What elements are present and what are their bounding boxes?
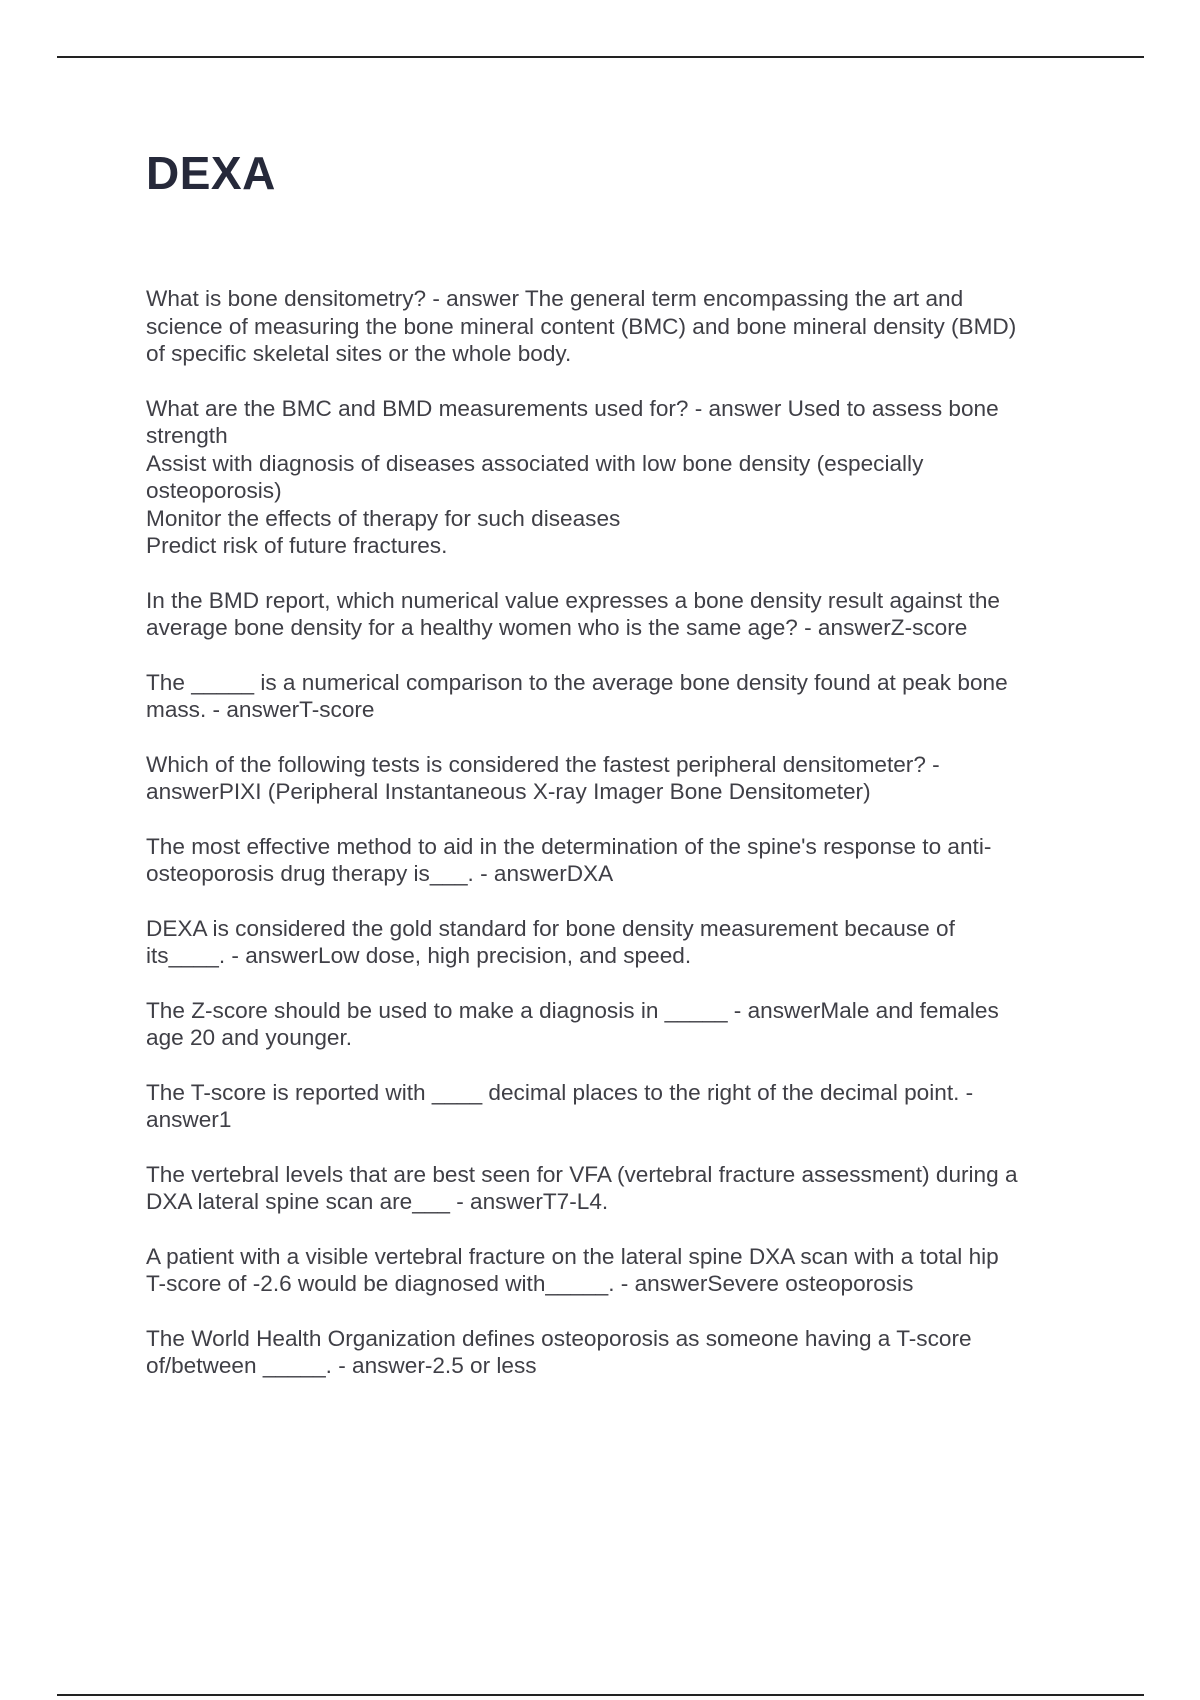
qa-line: What is bone densitometry? - answer The general term encompassing the art and: [146, 286, 964, 311]
qa-item: [146, 1325, 1086, 1380]
qa-line: The Z-score should be used to make a diagnosis in _____ - answerMale and females: [146, 997, 999, 1023]
qa-item: [146, 1243, 1086, 1298]
qa-line: The most effective method to aid in the determination of the spine's response to anti-: [146, 833, 992, 859]
qa-line: osteoporosis drug therapy is___. - answerDXA: [146, 861, 614, 886]
qa-item: [146, 997, 1086, 1052]
qa-line: In the BMD report, which numerical value expresses a bone density result against the: [146, 587, 1000, 613]
bottom-rule: [57, 1694, 1144, 1696]
qa-line: DEXA is considered the gold standard for bone density measurement because of: [146, 915, 955, 941]
qa-item: [146, 587, 1086, 642]
qa-line: The World Health Organization defines osteoporosis as someone having a T-score: [146, 1325, 972, 1351]
qa-line: strength: [146, 423, 228, 448]
qa-line: A patient with a visible vertebral fracture on the lateral spine DXA scan with a total hip: [146, 1243, 999, 1269]
qa-line: Monitor the effects of therapy for such diseases: [146, 505, 621, 531]
qa-line: average bone density for a healthy women who is the same age? - answerZ-score: [146, 615, 968, 640]
qa-line: of specific skeletal sites or the whole body.: [146, 341, 572, 366]
qa-item: [146, 669, 1086, 724]
qa-line: The vertebral levels that are best seen for VFA (vertebral fracture assessment) during a: [146, 1161, 1018, 1187]
qa-item: [146, 395, 1086, 560]
qa-item: [146, 915, 1086, 970]
qa-line: its____. - answerLow dose, high precision, and speed.: [146, 943, 692, 968]
qa-item: [146, 833, 1086, 888]
qa-line: The _____ is a numerical comparison to the average bone density found at peak bone: [146, 669, 1008, 695]
qa-line: What are the BMC and BMD measurements used for? - answer Used to assess bone: [146, 395, 999, 421]
qa-line: Assist with diagnosis of diseases associated with low bone density (especially: [146, 450, 924, 476]
qa-line: of/between _____. - answer-2.5 or less: [146, 1353, 537, 1378]
qa-item: [146, 751, 1086, 806]
qa-line: mass. - answerT-score: [146, 697, 375, 722]
qa-item: [146, 285, 1086, 368]
qa-line: answer1: [146, 1107, 232, 1132]
flashcard-list: [146, 285, 1086, 1407]
qa-line: osteoporosis): [146, 478, 282, 503]
qa-item: [146, 1161, 1086, 1216]
qa-line: DXA lateral spine scan are___ - answerT7-L4.: [146, 1189, 609, 1214]
qa-line: The T-score is reported with ____ decimal places to the right of the decimal point. -: [146, 1079, 974, 1105]
qa-line: Which of the following tests is considered the fastest peripheral densitometer? -: [146, 751, 940, 777]
top-rule: [57, 56, 1144, 58]
qa-line: age 20 and younger.: [146, 1025, 353, 1050]
qa-line: science of measuring the bone mineral content (BMC) and bone mineral density (BMD): [146, 313, 1017, 339]
page-title: DEXA: [146, 147, 276, 199]
qa-line: answerPIXI (Peripheral Instantaneous X-ray Imager Bone Densitometer): [146, 779, 871, 804]
qa-line: T-score of -2.6 would be diagnosed with_____. - answerSevere osteoporosis: [146, 1271, 914, 1296]
qa-item: [146, 1079, 1086, 1134]
qa-line: Predict risk of future fractures.: [146, 533, 448, 558]
